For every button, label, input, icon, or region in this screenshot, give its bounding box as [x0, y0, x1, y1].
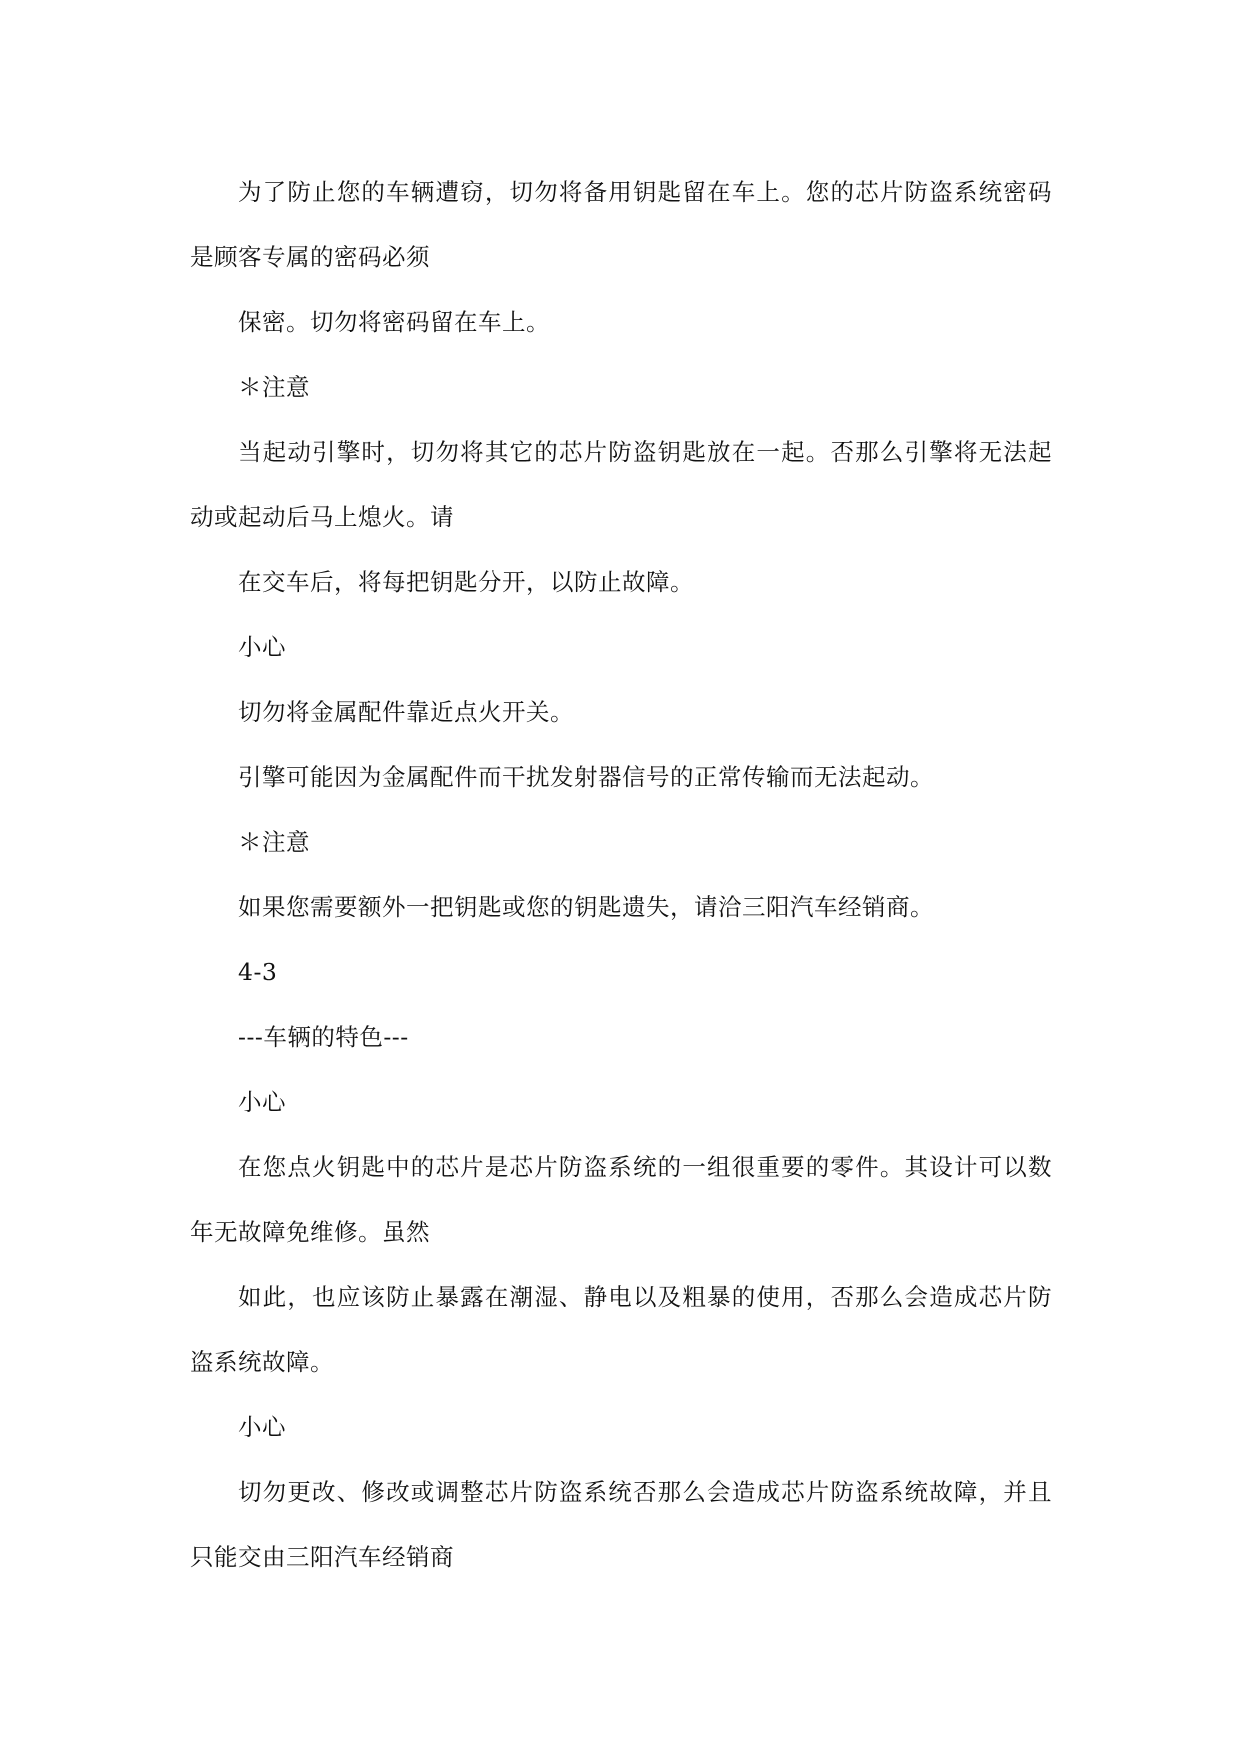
paragraph-separate-keys: 在交车后，将每把钥匙分开，以防止故障。 [238, 568, 694, 596]
paragraph-signal-interference: 引擎可能因为金属配件而干扰发射器信号的正常传输而无法起动。 [238, 763, 934, 791]
paragraph-theft-warning: 为了防止您的车辆遭窃，切勿将备用钥匙留在车上。您的芯片防盗系统密码是顾客专属的密码必须 [190, 178, 1052, 271]
paragraph-start-engine: 当起动引擎时，切勿将其它的芯片防盗钥匙放在一起。否那么引擎将无法起动或起动后马上熄火。请 [190, 438, 1052, 531]
paragraph-caution-heading: 小心 [238, 1088, 286, 1116]
paragraph-notice-heading: ＊注意 [238, 828, 310, 856]
paragraph-metal-accessories: 切勿将金属配件靠近点火开关。 [238, 698, 574, 726]
paragraph-avoid-exposure: 如此，也应该防止暴露在潮湿、静电以及粗暴的使用，否那么会造成芯片防盗系统故障。 [190, 1283, 1052, 1376]
paragraph-chip-component: 在您点火钥匙中的芯片是芯片防盗系统的一组很重要的零件。其设计可以数年无故障免维修。虽然 [190, 1153, 1052, 1246]
paragraph-keep-secret: 保密。切勿将密码留在车上。 [238, 308, 550, 336]
section-title: ---车辆的特色--- [238, 1023, 409, 1051]
paragraph-extra-key: 如果您需要额外一把钥匙或您的钥匙遗失，请洽三阳汽车经销商。 [238, 893, 934, 921]
document-body [190, 160, 1052, 1590]
paragraph-notice-heading: ＊注意 [238, 373, 310, 401]
page-number: 4-3 [238, 958, 278, 986]
paragraph-caution-heading: 小心 [238, 633, 286, 661]
paragraph-caution-heading: 小心 [238, 1413, 286, 1441]
paragraph-do-not-modify: 切勿更改、修改或调整芯片防盗系统否那么会造成芯片防盗系统故障，并且只能交由三阳汽车经销商 [190, 1478, 1052, 1571]
